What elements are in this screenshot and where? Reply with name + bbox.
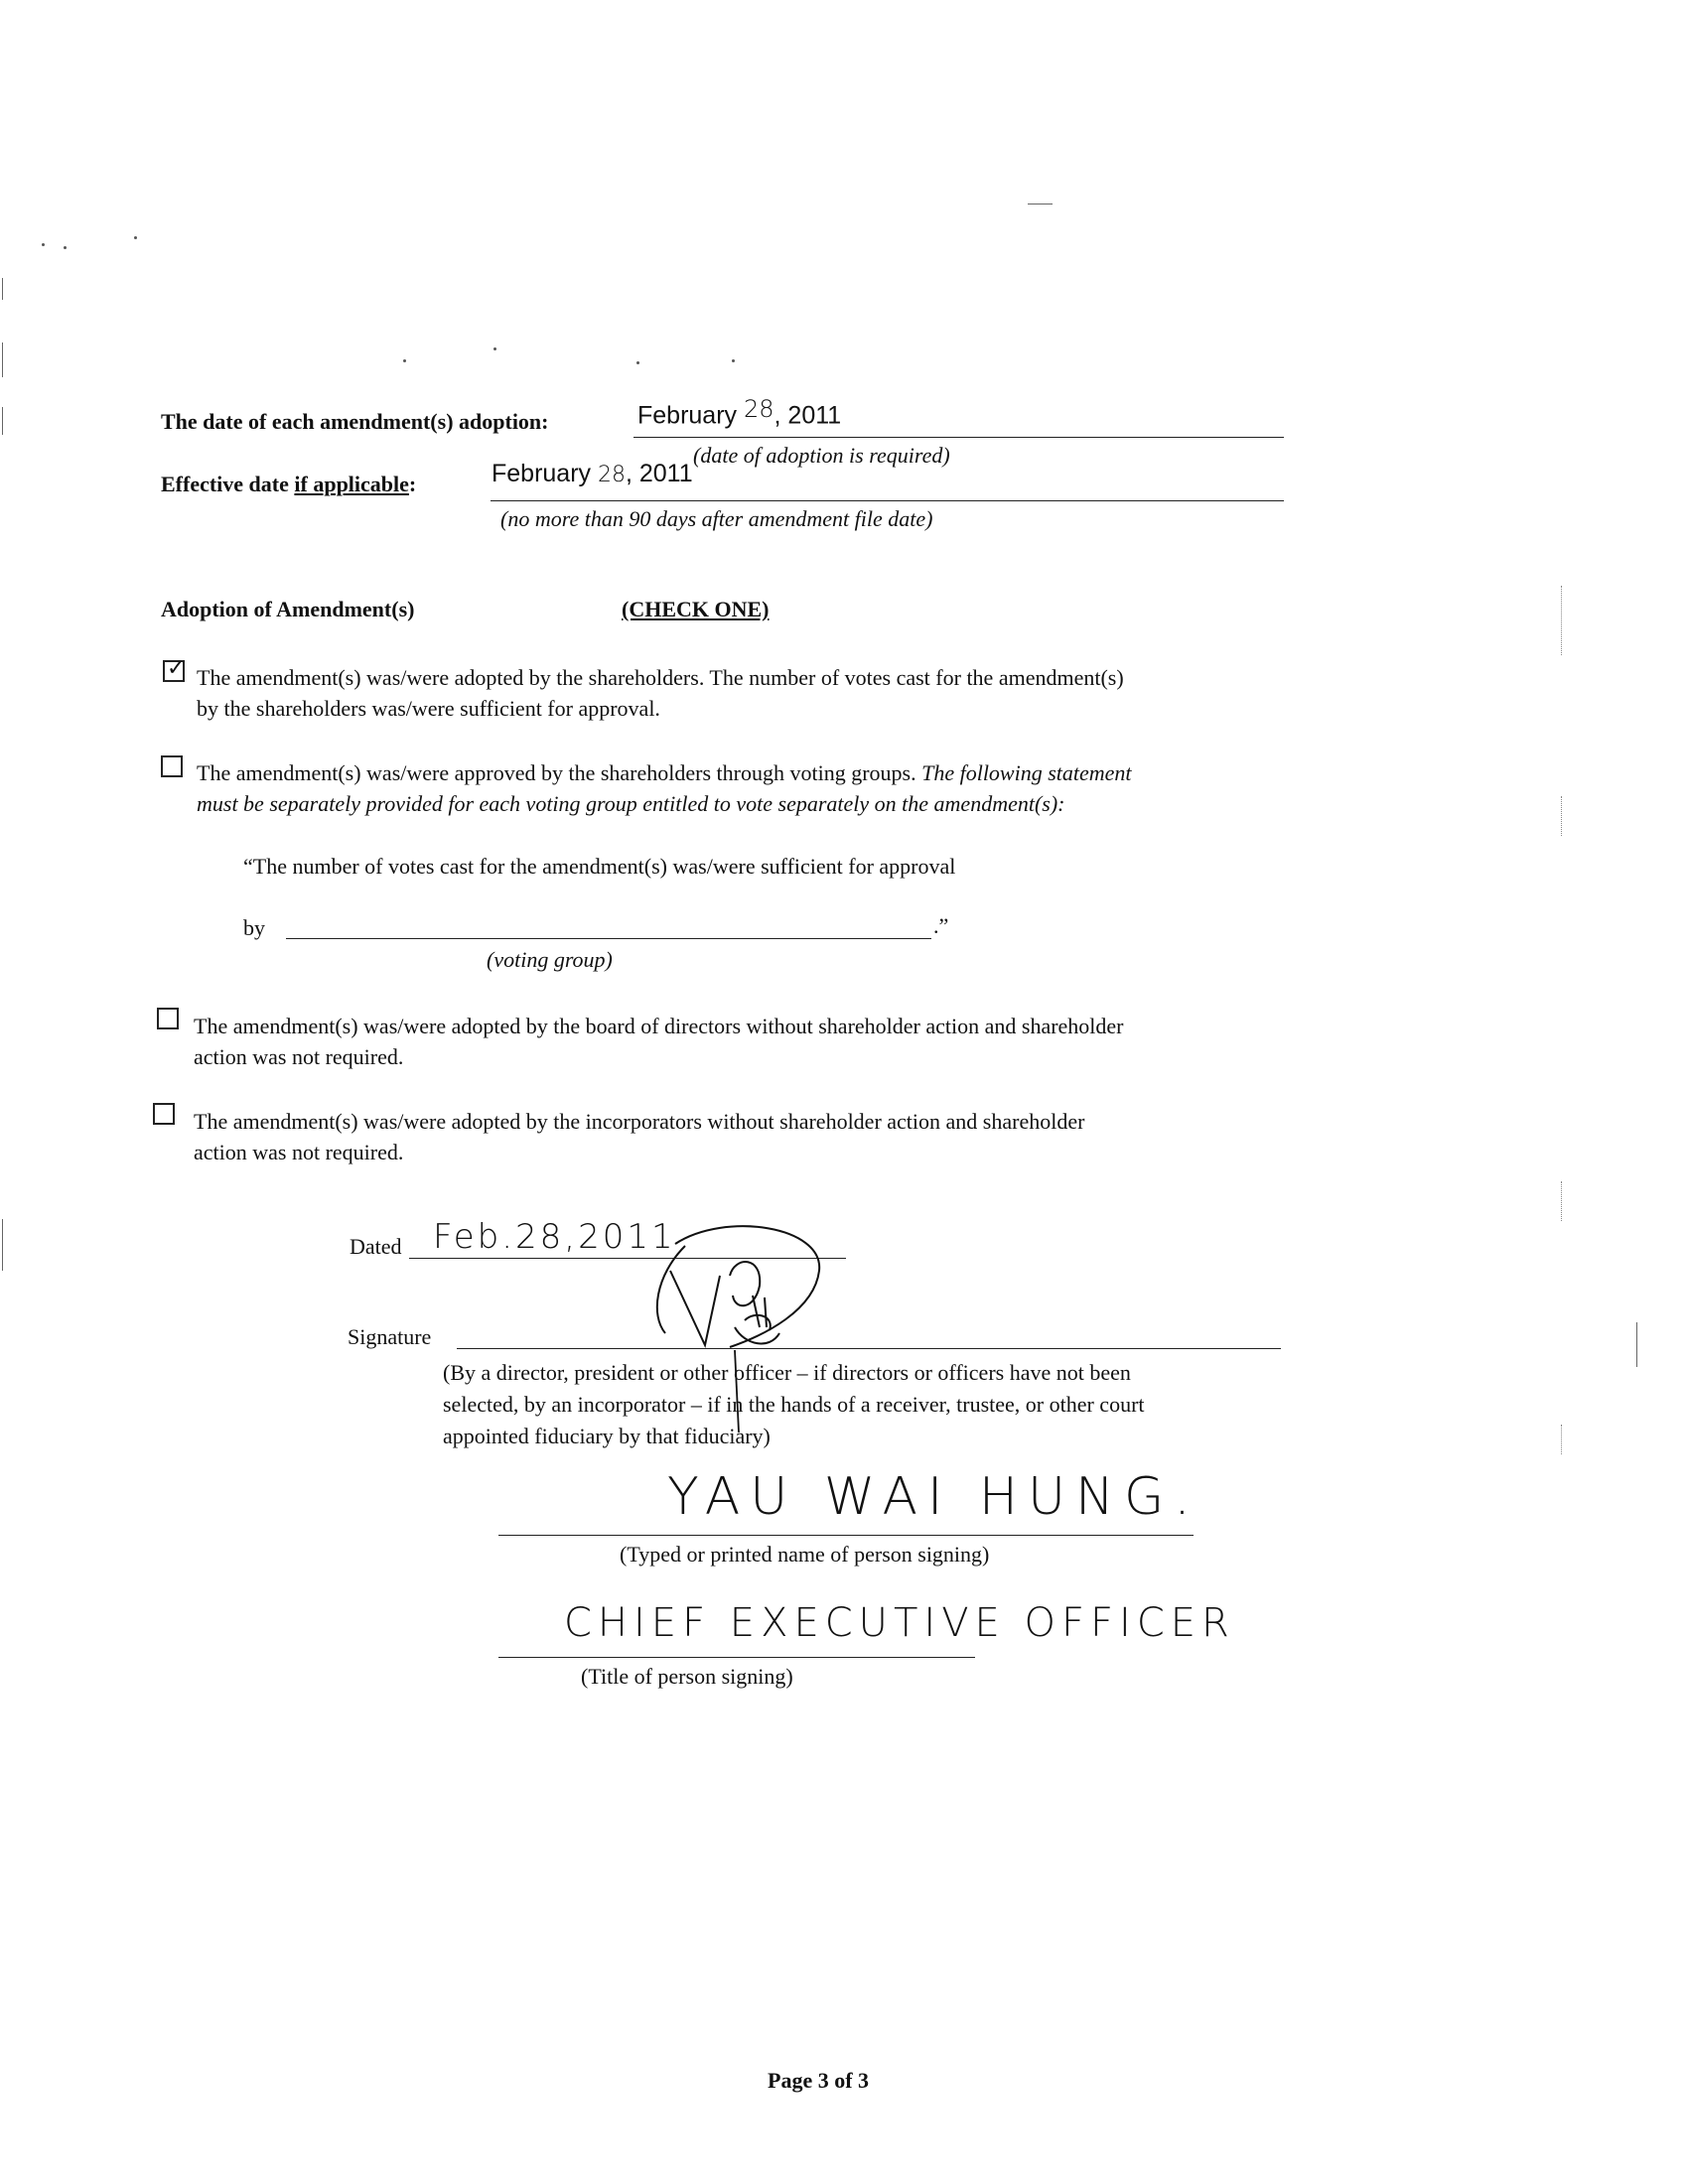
option-incorporators-checkbox[interactable]	[153, 1103, 175, 1125]
effective-date-value	[492, 460, 693, 488]
adoption-year: , 2011	[774, 401, 842, 430]
printed-name-handwritten: YAU WAI HUNG.	[667, 1467, 1200, 1527]
signature-label: Signature	[348, 1324, 432, 1349]
title-handwritten: CHIEF EXECUTIVE OFFICER	[564, 1600, 1235, 1646]
effective-year: , 2011	[625, 460, 693, 487]
option-board-text: The amendment(s) was/were adopted by the board of directors without shareholder action and shareholder action was not required.	[194, 1014, 1124, 1069]
dated-label: Dated	[350, 1234, 402, 1259]
adoption-month: February	[637, 401, 744, 430]
voting-group-statement: “The number of votes cast for the amendment(s) was/were sufficient for approval	[243, 854, 956, 879]
voting-group-line[interactable]	[286, 938, 931, 939]
title-caption: (Title of person signing)	[581, 1664, 793, 1689]
check-one-heading: (CHECK ONE)	[622, 597, 770, 621]
effective-date-line	[491, 500, 1284, 501]
checkmark-icon: ✓	[167, 656, 186, 681]
option-voting-groups-text: The amendment(s) was/were approved by the shareholders through voting groups. The following statement must be separately provided for each voting group entitled to vote separately on the amendment(s):	[197, 760, 1132, 816]
adoption-section-title: Adoption of Amendment(s)	[161, 597, 415, 621]
adoption-day-handwritten: 28	[743, 395, 774, 423]
option-shareholders-checkbox[interactable]	[163, 656, 186, 682]
signature-note: (By a director, president or other officer – if directors or officers have not been selected, by an incorporator – if in the hands of a receiver, trustee, or other court appointed fiduciary by that fiduciary)	[443, 1360, 1145, 1448]
effective-date-note: (no more than 90 days after amendment file date)	[500, 506, 933, 531]
dated-value-handwritten: Feb.28,2011	[433, 1217, 676, 1257]
effective-date-label: Effective date if applicable:	[161, 472, 417, 496]
adoption-date-line	[633, 437, 1284, 438]
voting-group-by: by	[243, 915, 265, 940]
option-shareholders-text: The amendment(s) was/were adopted by the shareholders. The number of votes cast for the amendment(s) by the shareholders was/were sufficient for approval.	[197, 665, 1124, 721]
voting-group-end-quote: .”	[933, 913, 949, 938]
adoption-date-label: The date of each amendment(s) adoption:	[161, 409, 549, 434]
printed-name-caption: (Typed or printed name of person signing)	[620, 1542, 990, 1567]
title-line	[498, 1657, 975, 1658]
printed-name-line	[498, 1535, 1194, 1536]
voting-group-caption: (voting group)	[487, 947, 613, 972]
option-incorporators-text: The amendment(s) was/were adopted by the incorporators without shareholder action and shareholder action was not required.	[194, 1109, 1085, 1164]
adoption-date-value	[637, 395, 841, 430]
effective-month: February	[492, 460, 598, 487]
page-number: Page 3 of 3	[768, 2068, 870, 2093]
effective-day-handwritten: 28	[597, 463, 626, 487]
signature-line[interactable]	[457, 1348, 1281, 1349]
option-board-checkbox[interactable]	[157, 1008, 179, 1029]
adoption-date-note: (date of adoption is required)	[693, 443, 950, 468]
option-voting-groups-checkbox[interactable]	[161, 755, 183, 777]
